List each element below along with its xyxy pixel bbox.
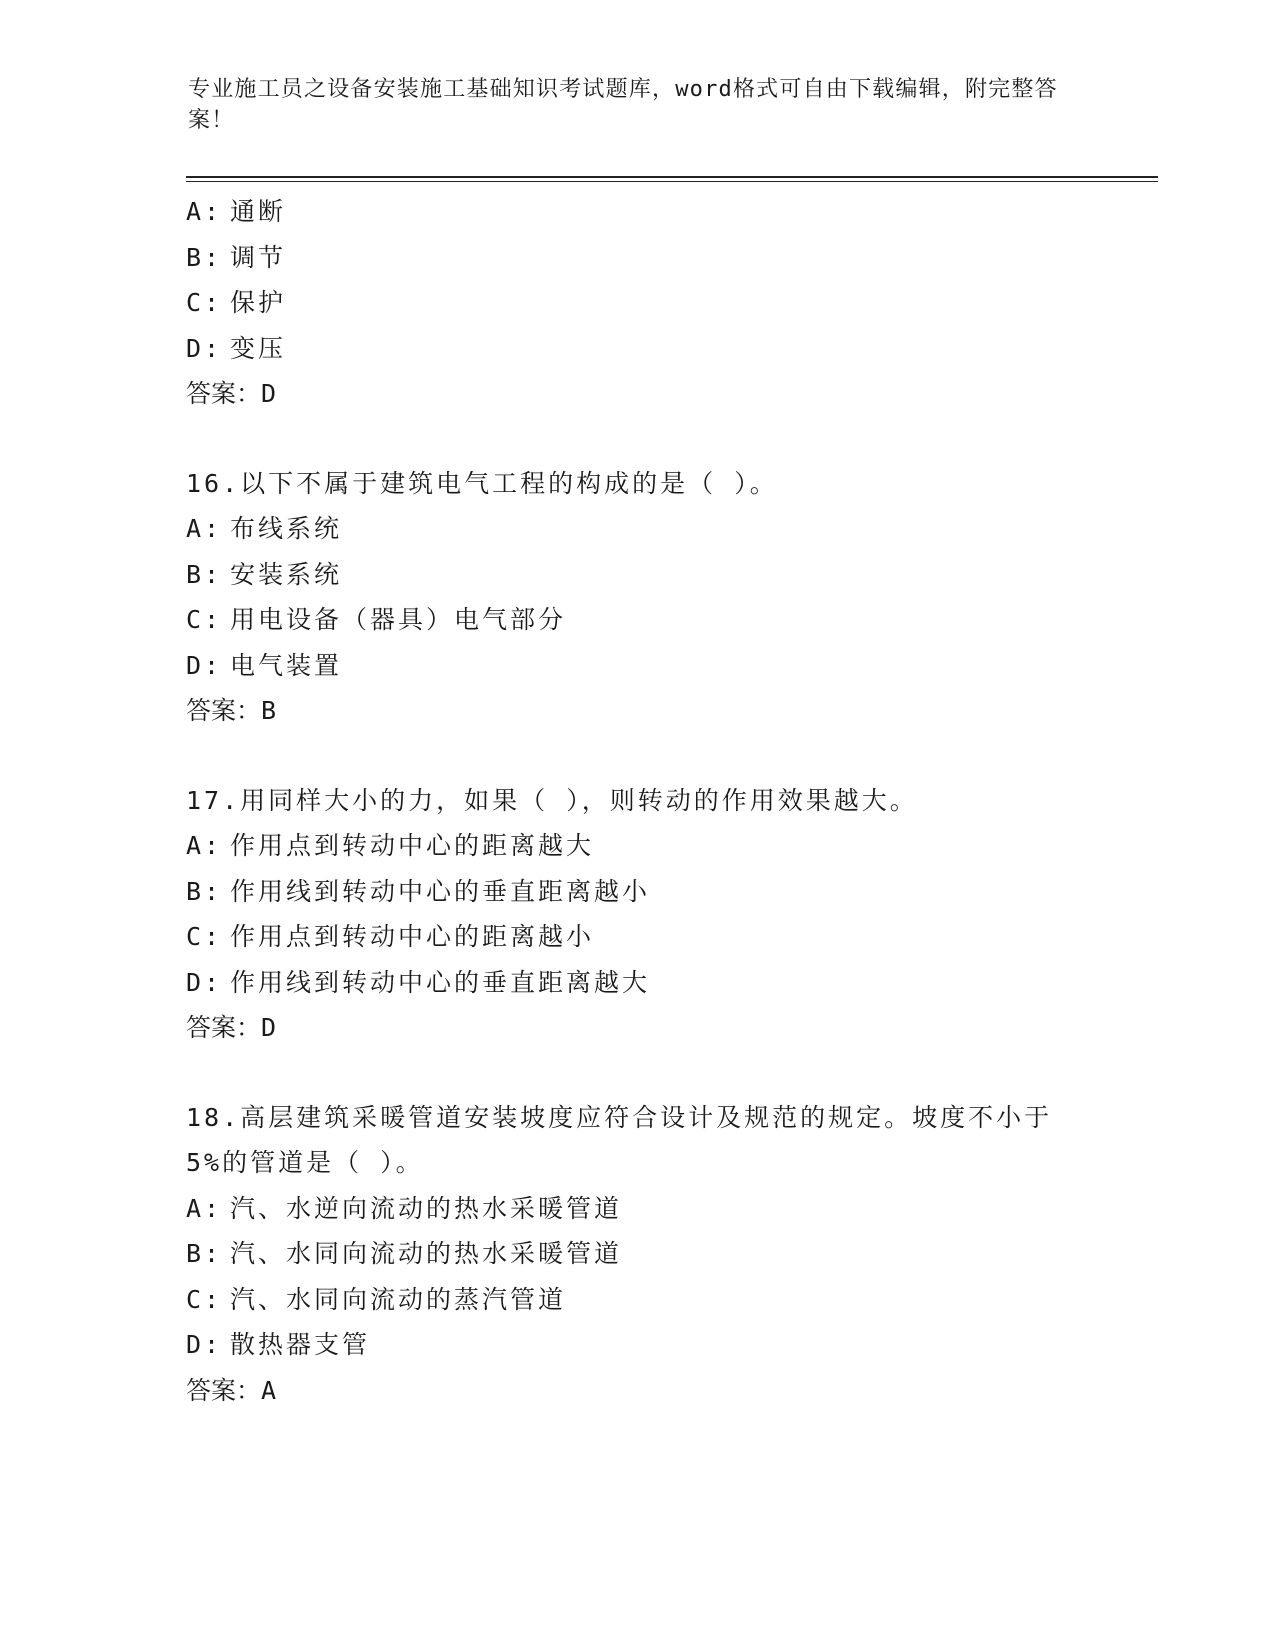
- spacer: [186, 417, 1086, 461]
- option-key: A:: [186, 197, 223, 226]
- answer-line: 答案：A: [186, 1375, 277, 1405]
- option-text: 汽、水同向流动的热水采暖管道: [230, 1239, 623, 1268]
- option-d: [186, 960, 1086, 1006]
- question-block-16: [186, 461, 1086, 734]
- option-key: B:: [186, 876, 223, 906]
- header-divider-thick: [186, 176, 1158, 178]
- answer-line: 答案：B: [186, 696, 277, 725]
- option-text: 布线系统: [230, 514, 343, 543]
- option-text: 保护: [230, 288, 287, 317]
- option-b: [186, 552, 1086, 598]
- option-text: 散热器支管: [230, 1330, 371, 1359]
- page-header: 专业施工员之设备安装施工基础知识考试题库，word格式可自由下载编辑，附完整答案！: [188, 77, 1058, 133]
- option-a: [186, 823, 1086, 869]
- option-c: [186, 914, 1086, 960]
- option-a: [186, 189, 1086, 235]
- option-b: [186, 235, 1086, 281]
- option-text: 作用点到转动中心的距离越大: [230, 831, 595, 860]
- option-key: A:: [186, 514, 223, 543]
- option-text: 变压: [230, 333, 287, 363]
- option-key: B:: [186, 242, 223, 272]
- option-key: D:: [186, 650, 223, 680]
- option-d: [186, 326, 1086, 372]
- question-stem: 16.以下不属于建筑电气工程的构成的是（ ）。: [186, 468, 778, 498]
- question-stem-line-2: 5%的管道是（ ）。: [186, 1148, 424, 1177]
- option-text: 用电设备（器具）电气部分: [230, 605, 567, 634]
- option-key: A:: [186, 1193, 223, 1223]
- option-key: D:: [186, 333, 223, 363]
- option-text: 调节: [230, 242, 287, 272]
- answer-line: 答案：D: [186, 1013, 277, 1042]
- spacer: [186, 734, 1086, 778]
- question-block-15: [186, 189, 1086, 417]
- option-d: [186, 1322, 1086, 1368]
- option-d: [186, 643, 1086, 689]
- question-stem: 17.用同样大小的力，如果（ ），则转动的作用效果越大。: [186, 785, 918, 815]
- option-key: C:: [186, 922, 223, 951]
- option-text: 电气装置: [230, 650, 343, 680]
- option-a: [186, 506, 1086, 552]
- option-c: [186, 597, 1086, 643]
- option-key: B:: [186, 1239, 223, 1268]
- question-block-18: [186, 1095, 1086, 1414]
- option-text: 安装系统: [230, 559, 343, 589]
- option-key: C:: [186, 288, 223, 317]
- option-text: 作用线到转动中心的垂直距离越大: [230, 967, 651, 997]
- header-divider-thin: [186, 181, 1158, 182]
- question-block-17: [186, 778, 1086, 1051]
- option-text: 通断: [230, 197, 287, 226]
- option-key: B:: [186, 559, 223, 589]
- option-b: [186, 869, 1086, 915]
- option-key: C:: [186, 605, 223, 634]
- option-text: 作用线到转动中心的垂直距离越小: [230, 876, 651, 906]
- option-b: [186, 1231, 1086, 1277]
- option-c: [186, 280, 1086, 326]
- option-c: [186, 1277, 1086, 1323]
- option-text: 作用点到转动中心的距离越小: [230, 922, 595, 951]
- option-key: A:: [186, 831, 223, 860]
- question-content: [186, 189, 1086, 1413]
- answer-line: 答案：D: [186, 379, 277, 408]
- option-a: [186, 1186, 1086, 1232]
- question-stem-line-1: 18.高层建筑采暖管道安装坡度应符合设计及规范的规定。坡度不小于: [186, 1102, 1053, 1132]
- option-text: 汽、水同向流动的蒸汽管道: [230, 1284, 567, 1314]
- option-key: D:: [186, 1330, 223, 1359]
- option-key: D:: [186, 967, 223, 997]
- option-key: C:: [186, 1284, 223, 1314]
- option-text: 汽、水逆向流动的热水采暖管道: [230, 1193, 623, 1223]
- spacer: [186, 1051, 1086, 1095]
